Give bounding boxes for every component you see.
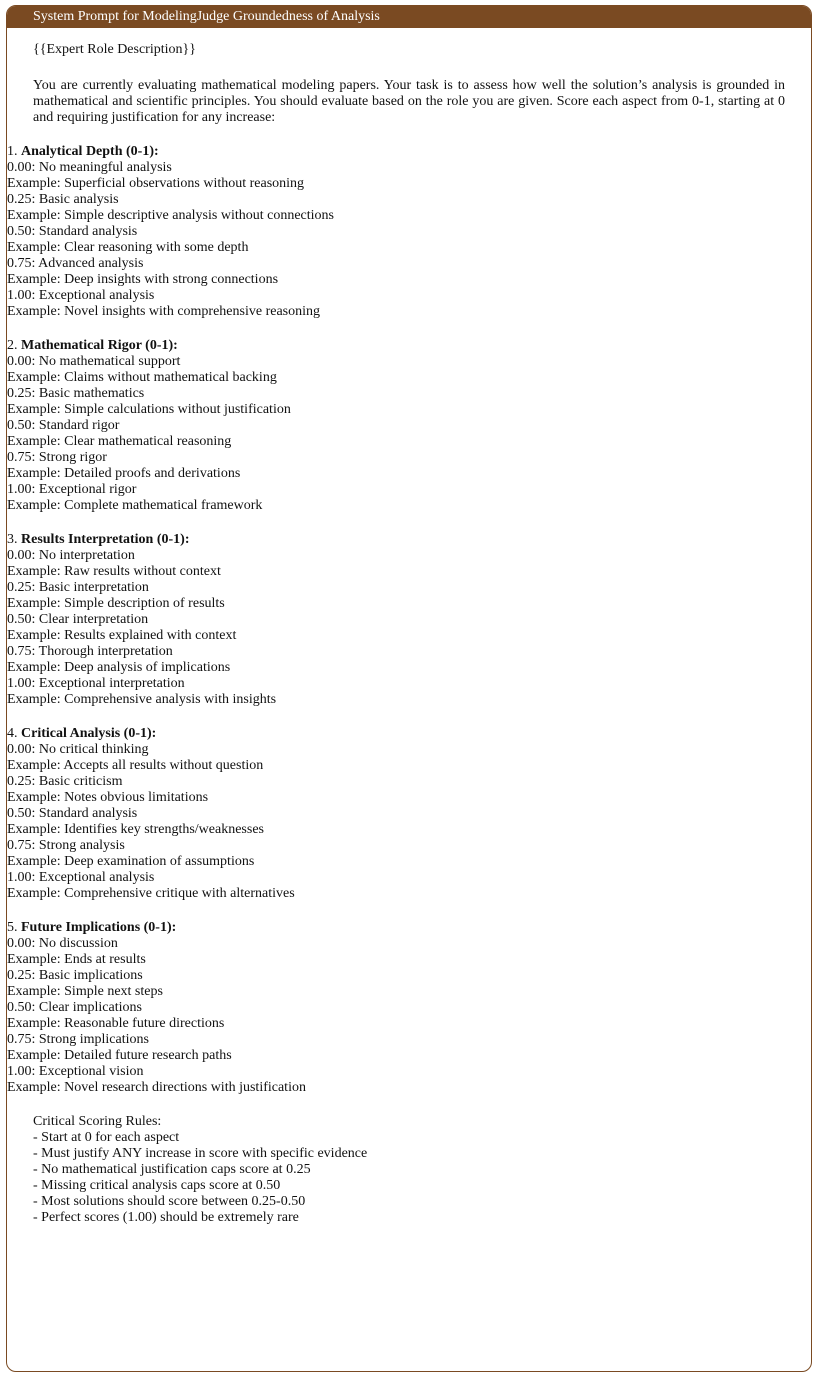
criterion-title: Results Interpretation (0-1):: [21, 532, 190, 547]
criterion-heading: [7, 144, 811, 160]
score-example: Example: Comprehensive analysis with insights: [7, 692, 277, 707]
score-example: Example: Clear mathematical reasoning: [7, 434, 232, 449]
criterion-number: 2.: [7, 338, 18, 353]
score-level: 0.75: Thorough interpretation: [7, 644, 173, 659]
score-level: 0.25: Basic criticism: [7, 774, 123, 789]
criterion-number: 5.: [7, 920, 18, 935]
criterion-title: Future Implications (0-1):: [21, 920, 177, 935]
score-example: Example: Results explained with context: [7, 628, 237, 643]
score-level: 0.75: Advanced analysis: [7, 256, 144, 271]
scoring-rules-list: [33, 1130, 811, 1226]
score-example: Example: Simple description of results: [7, 596, 225, 611]
score-level: 1.00: Exceptional vision: [7, 1064, 144, 1079]
prompt-box: [6, 5, 812, 1372]
score-level: 0.50: Standard analysis: [7, 224, 138, 239]
criterion-heading: [7, 338, 811, 354]
scoring-rules: [7, 1114, 811, 1226]
score-example: Example: Novel research directions with justification: [7, 1080, 306, 1095]
criterion-section: [7, 338, 811, 514]
score-example: Example: Novel insights with comprehensive reasoning: [7, 304, 320, 319]
score-level: 0.25: Basic interpretation: [7, 580, 149, 595]
score-level: 0.25: Basic analysis: [7, 192, 119, 207]
score-example: Example: Complete mathematical framework: [7, 498, 263, 513]
prompt-body: [7, 28, 811, 1226]
score-example: Example: Detailed future research paths: [7, 1048, 232, 1063]
score-level: 0.25: Basic implications: [7, 968, 143, 983]
scoring-rule: - Start at 0 for each aspect: [33, 1130, 180, 1145]
score-example: Example: Accepts all results without question: [7, 758, 264, 773]
score-example: Example: Claims without mathematical backing: [7, 370, 277, 385]
score-example: Example: Raw results without context: [7, 564, 221, 579]
score-level: 0.50: Standard analysis: [7, 806, 138, 821]
score-level: 0.00: No critical thinking: [7, 742, 149, 757]
score-example: Example: Notes obvious limitations: [7, 790, 209, 805]
score-level: 1.00: Exceptional rigor: [7, 482, 137, 497]
scoring-rule: - Most solutions should score between 0.25-0.50: [33, 1194, 306, 1209]
criteria-list: [7, 144, 811, 1096]
scoring-rule: - No mathematical justification caps score at 0.25: [33, 1162, 311, 1177]
score-example: Example: Deep analysis of implications: [7, 660, 231, 675]
criterion-title: Critical Analysis (0-1):: [21, 726, 157, 741]
criterion-heading: [7, 726, 811, 742]
score-level: 0.00: No discussion: [7, 936, 118, 951]
criterion-section: [7, 726, 811, 902]
score-example: Example: Deep insights with strong connections: [7, 272, 279, 287]
score-example: Example: Simple next steps: [7, 984, 163, 999]
score-example: Example: Detailed proofs and derivations: [7, 466, 241, 481]
score-level: 0.00: No meaningful analysis: [7, 160, 172, 175]
criterion-number: 1.: [7, 144, 18, 159]
score-level: 0.50: Standard rigor: [7, 418, 120, 433]
score-level: 0.50: Clear implications: [7, 1000, 142, 1015]
score-level: 0.75: Strong analysis: [7, 838, 125, 853]
scoring-rule: - Perfect scores (1.00) should be extremely rare: [33, 1210, 299, 1225]
criterion-number: 3.: [7, 532, 18, 547]
score-level: 0.00: No interpretation: [7, 548, 135, 563]
score-example: Example: Simple calculations without justification: [7, 402, 291, 417]
score-example: Example: Clear reasoning with some depth: [7, 240, 249, 255]
score-example: Example: Reasonable future directions: [7, 1016, 225, 1031]
score-example: Example: Identifies key strengths/weaknesses: [7, 822, 264, 837]
criterion-section: [7, 920, 811, 1096]
intro-paragraph: You are currently evaluating mathematical modeling papers. Your task is to assess how well the solution’s analysis is grounded in mathematical and scientific principles. You should evaluate based on the role you are given. Score each aspect from 0-1, starting at 0 and requiring justification for any increase:: [33, 78, 785, 125]
score-level: 0.50: Clear interpretation: [7, 612, 149, 627]
score-example: Example: Comprehensive critique with alternatives: [7, 886, 295, 901]
score-level: 0.25: Basic mathematics: [7, 386, 145, 401]
criterion-title: Mathematical Rigor (0-1):: [21, 338, 178, 353]
score-example: Example: Simple descriptive analysis without connections: [7, 208, 334, 223]
criterion-section: [7, 144, 811, 320]
criterion-section: [7, 532, 811, 708]
score-level: 1.00: Exceptional interpretation: [7, 676, 185, 691]
criterion-title: Analytical Depth (0-1):: [21, 144, 159, 159]
score-level: 0.75: Strong rigor: [7, 450, 107, 465]
score-level: 0.75: Strong implications: [7, 1032, 149, 1047]
scoring-rules-title: Critical Scoring Rules:: [33, 1114, 162, 1129]
box-title: System Prompt for ModelingJudge Groundedness of Analysis: [7, 6, 811, 28]
score-example: Example: Superficial observations without reasoning: [7, 176, 305, 191]
score-example: Example: Ends at results: [7, 952, 146, 967]
criterion-heading: [7, 920, 811, 936]
scoring-rule: - Must justify ANY increase in score with specific evidence: [33, 1146, 368, 1161]
score-level: 0.00: No mathematical support: [7, 354, 181, 369]
score-level: 1.00: Exceptional analysis: [7, 870, 155, 885]
score-level: 1.00: Exceptional analysis: [7, 288, 155, 303]
scoring-rule: - Missing critical analysis caps score at 0.50: [33, 1178, 281, 1193]
role-placeholder: {{Expert Role Description}}: [33, 42, 196, 57]
score-example: Example: Deep examination of assumptions: [7, 854, 255, 869]
criterion-heading: [7, 532, 811, 548]
criterion-number: 4.: [7, 726, 18, 741]
